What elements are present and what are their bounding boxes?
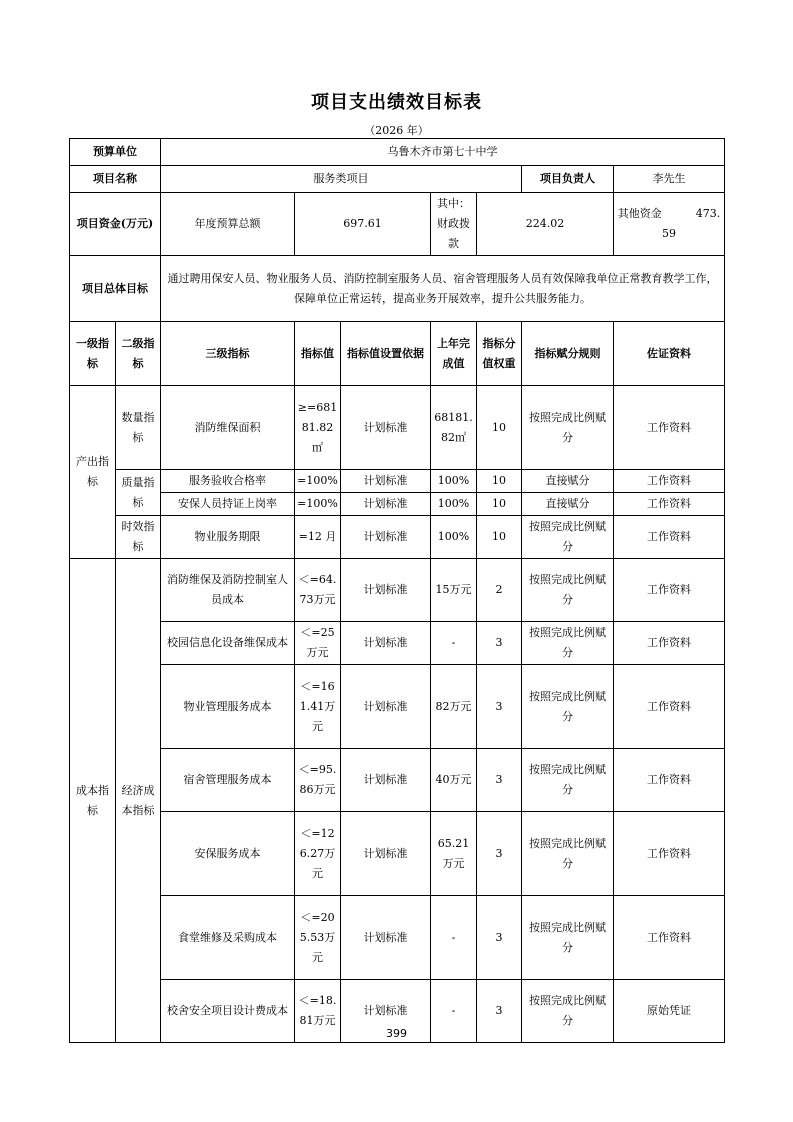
- row-basis: 计划标准: [341, 896, 431, 980]
- row-last: 100%: [431, 516, 477, 559]
- row-weight: 3: [477, 980, 522, 1043]
- row-basis: 计划标准: [341, 665, 431, 749]
- row-name: 消防维保面积: [161, 386, 295, 470]
- row-rule: 按照完成比例赋分: [522, 559, 614, 622]
- row-evidence: 工作资料: [614, 559, 725, 622]
- row-value: ＜=161.41万元: [295, 665, 341, 749]
- project-name-value: 服务类项目: [161, 166, 522, 193]
- row-rule: 直接赋分: [522, 470, 614, 493]
- level2-quantity: 数量指标: [116, 386, 161, 470]
- row-evidence: 工作资料: [614, 470, 725, 493]
- row-value: ＜=205.53万元: [295, 896, 341, 980]
- row-value: ＜=18.81万元: [295, 980, 341, 1043]
- goal-text: 通过聘用保安人员、物业服务人员、消防控制室服务人员、宿舍管理服务人员有效保障我单位正常教育教学工作，保障单位正常运转，提高业务开展效率，提升公共服务能力。: [161, 256, 725, 322]
- col-header: 三级指标: [161, 322, 295, 386]
- row-last: -: [431, 980, 477, 1043]
- row-evidence: 工作资料: [614, 812, 725, 896]
- row-last: 40万元: [431, 749, 477, 812]
- level2-economic: 经济成本指标: [116, 559, 161, 1043]
- fiscal-label: 其中：财政拨款: [431, 193, 477, 256]
- row-basis: 计划标准: [341, 749, 431, 812]
- funds-label: 项目资金(万元): [70, 193, 161, 256]
- row-last: 100%: [431, 493, 477, 516]
- level2-quality: 质量指标: [116, 470, 161, 516]
- fiscal-value: 224.02: [477, 193, 614, 256]
- leader-value: 李先生: [614, 166, 725, 193]
- row-name: 安保人员持证上岗率: [161, 493, 295, 516]
- row-basis: 计划标准: [341, 812, 431, 896]
- row-rule: 按照完成比例赋分: [522, 812, 614, 896]
- row-value: =12 月: [295, 516, 341, 559]
- row-basis: 计划标准: [341, 980, 431, 1043]
- col-header: 上年完成值: [431, 322, 477, 386]
- row-name: 服务验收合格率: [161, 470, 295, 493]
- row-value: =100%: [295, 493, 341, 516]
- row-last: 15万元: [431, 559, 477, 622]
- row-basis: 计划标准: [341, 622, 431, 665]
- row-rule: 按照完成比例赋分: [522, 622, 614, 665]
- row-weight: 2: [477, 559, 522, 622]
- row-weight: 10: [477, 470, 522, 493]
- row-last: -: [431, 622, 477, 665]
- row-value: ＜=64.73万元: [295, 559, 341, 622]
- row-value: ＜=25万元: [295, 622, 341, 665]
- row-weight: 3: [477, 622, 522, 665]
- row-weight: 10: [477, 516, 522, 559]
- level1-cost: 成本指标: [70, 559, 116, 1043]
- row-evidence: 工作资料: [614, 386, 725, 470]
- row-last: 82万元: [431, 665, 477, 749]
- col-header: 佐证资料: [614, 322, 725, 386]
- row-rule: 按照完成比例赋分: [522, 980, 614, 1043]
- row-rule: 按照完成比例赋分: [522, 749, 614, 812]
- row-name: 食堂维修及采购成本: [161, 896, 295, 980]
- row-weight: 3: [477, 749, 522, 812]
- row-weight: 10: [477, 493, 522, 516]
- row-rule: 按照完成比例赋分: [522, 386, 614, 470]
- col-header: 指标值: [295, 322, 341, 386]
- row-last: 68181.82㎡: [431, 386, 477, 470]
- row-evidence: 工作资料: [614, 665, 725, 749]
- col-header: 指标赋分规则: [522, 322, 614, 386]
- row-value: ≥=68181.82㎡: [295, 386, 341, 470]
- row-rule: 按照完成比例赋分: [522, 665, 614, 749]
- row-evidence: 工作资料: [614, 516, 725, 559]
- other-funds-label: 其他资金: [617, 207, 662, 220]
- other-funds-value: 473.59: [662, 207, 721, 240]
- row-weight: 3: [477, 896, 522, 980]
- col-header: 指标分值权重: [477, 322, 522, 386]
- leader-label: 项目负责人: [522, 166, 614, 193]
- budget-unit-label: 预算单位: [70, 139, 161, 166]
- project-name-label: 项目名称: [70, 166, 161, 193]
- annual-total-label: 年度预算总额: [161, 193, 295, 256]
- row-weight: 10: [477, 386, 522, 470]
- row-evidence: 原始凭证: [614, 980, 725, 1043]
- other-funds-cell: [614, 193, 725, 256]
- row-evidence: 工作资料: [614, 749, 725, 812]
- page-title: 项目支出绩效目标表: [311, 92, 482, 113]
- row-basis: 计划标准: [341, 470, 431, 493]
- row-last: 65.21万元: [431, 812, 477, 896]
- row-name: 安保服务成本: [161, 812, 295, 896]
- col-header: 一级指标: [70, 322, 116, 386]
- row-last: 100%: [431, 470, 477, 493]
- col-header: 指标值设置依据: [341, 322, 431, 386]
- goal-label: 项目总体目标: [70, 256, 161, 322]
- row-evidence: 工作资料: [614, 622, 725, 665]
- row-rule: 直接赋分: [522, 493, 614, 516]
- page-number: 399: [386, 1027, 407, 1040]
- row-rule: 按照完成比例赋分: [522, 516, 614, 559]
- annual-total-value: 697.61: [295, 193, 431, 256]
- year-label: （2026 年）: [364, 124, 429, 137]
- performance-table: [69, 138, 725, 1043]
- row-name: 校园信息化设备维保成本: [161, 622, 295, 665]
- level1-output: 产出指标: [70, 386, 116, 559]
- row-basis: 计划标准: [341, 559, 431, 622]
- row-value: =100%: [295, 470, 341, 493]
- row-value: ＜=126.27万元: [295, 812, 341, 896]
- row-weight: 3: [477, 812, 522, 896]
- row-value: ＜=95.86万元: [295, 749, 341, 812]
- row-last: -: [431, 896, 477, 980]
- row-basis: 计划标准: [341, 516, 431, 559]
- budget-unit-value: 乌鲁木齐市第七十中学: [161, 139, 725, 166]
- row-name: 消防维保及消防控制室人员成本: [161, 559, 295, 622]
- row-basis: 计划标准: [341, 493, 431, 516]
- row-name: 校舍安全项目设计费成本: [161, 980, 295, 1043]
- row-weight: 3: [477, 665, 522, 749]
- col-header: 二级指标: [116, 322, 161, 386]
- row-name: 物业服务期限: [161, 516, 295, 559]
- row-basis: 计划标准: [341, 386, 431, 470]
- row-evidence: 工作资料: [614, 896, 725, 980]
- row-name: 宿舍管理服务成本: [161, 749, 295, 812]
- level2-timeliness: 时效指标: [116, 516, 161, 559]
- row-name: 物业管理服务成本: [161, 665, 295, 749]
- row-evidence: 工作资料: [614, 493, 725, 516]
- row-rule: 按照完成比例赋分: [522, 896, 614, 980]
